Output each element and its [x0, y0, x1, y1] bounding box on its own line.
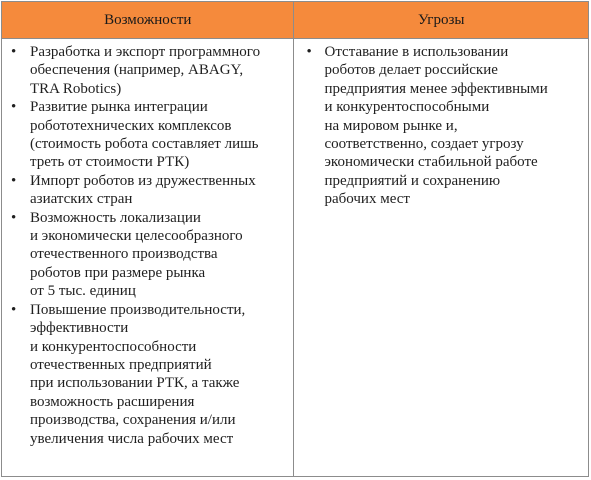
list-item-line: при использовании РТК, а также: [30, 375, 240, 392]
list-item-line: и конкурентоспособными: [324, 99, 490, 116]
list-item: [8, 98, 287, 172]
opportunities-list: [8, 43, 287, 448]
swot-table: [1, 1, 589, 477]
list-item-line: и конкурентоспособности: [30, 338, 197, 355]
list-item-line: треть от стоимости РТК): [30, 154, 190, 171]
list-item-line: Развитие рынка интеграции: [30, 99, 208, 116]
list-item-line: Импорт роботов из дружественных: [30, 172, 256, 189]
list-item-line: азиатских стран: [30, 191, 133, 208]
bullet-icon: •: [11, 209, 17, 226]
bullet-icon: •: [11, 99, 17, 116]
list-item-line: роботов делает российские: [324, 62, 498, 79]
list-item: [8, 172, 287, 209]
list-item-line: Отставание в использовании: [324, 44, 509, 60]
list-item-line: производства, сохранения и/или: [30, 412, 236, 429]
header-threats: Угрозы: [294, 2, 589, 39]
list-item-line: отечественного производства: [30, 246, 218, 263]
table-body-row: [2, 39, 589, 477]
list-item-line: (стоимость робота составляет лишь: [30, 136, 259, 153]
list-item-line: предприятия менее эффективными: [324, 80, 548, 97]
list-item-line: предприятий и сохранению: [324, 172, 501, 189]
list-item-line: увеличения числа рабочих мест: [30, 430, 234, 447]
list-item-line: Разработка и экспорт программного: [30, 44, 261, 60]
list-item: [8, 301, 287, 448]
list-item-line: от 5 тыс. единиц: [30, 283, 136, 300]
list-item-line: роботов при размере рынка: [30, 264, 206, 281]
list-item-line: возможность расширения: [30, 393, 195, 410]
list-item: [8, 209, 287, 301]
list-item-line: эффективности: [30, 320, 129, 337]
list-item-line: соответственно, создает угрозу: [324, 136, 524, 153]
list-item-line: отечественных предприятий: [30, 356, 212, 373]
table-header-row: [2, 2, 589, 39]
list-item-line: Повышение производительности,: [30, 301, 246, 318]
opportunities-cell: [2, 39, 294, 477]
list-item-line: рабочих мест: [324, 191, 410, 208]
threats-cell: [294, 39, 589, 477]
list-item-line: Возможность локализации: [30, 209, 201, 226]
list-item-line: на мировом рынке и,: [324, 117, 458, 134]
threats-list: [300, 43, 582, 209]
header-opportunities: Возможности: [2, 2, 294, 39]
bullet-icon: •: [11, 44, 17, 60]
bullet-icon: •: [11, 172, 17, 189]
list-item-line: обеспечения (например, ABAGY,: [30, 62, 244, 79]
list-item: [300, 43, 582, 209]
list-item-line: и экономически целесообразного: [30, 228, 243, 245]
list-item-line: робототехнических комплексов: [30, 117, 232, 134]
list-item-line: TRA Robotics): [30, 80, 122, 97]
bullet-icon: •: [306, 44, 312, 60]
bullet-icon: •: [11, 301, 17, 318]
list-item: [8, 43, 287, 98]
list-item-line: экономически стабильной работе: [324, 154, 538, 171]
